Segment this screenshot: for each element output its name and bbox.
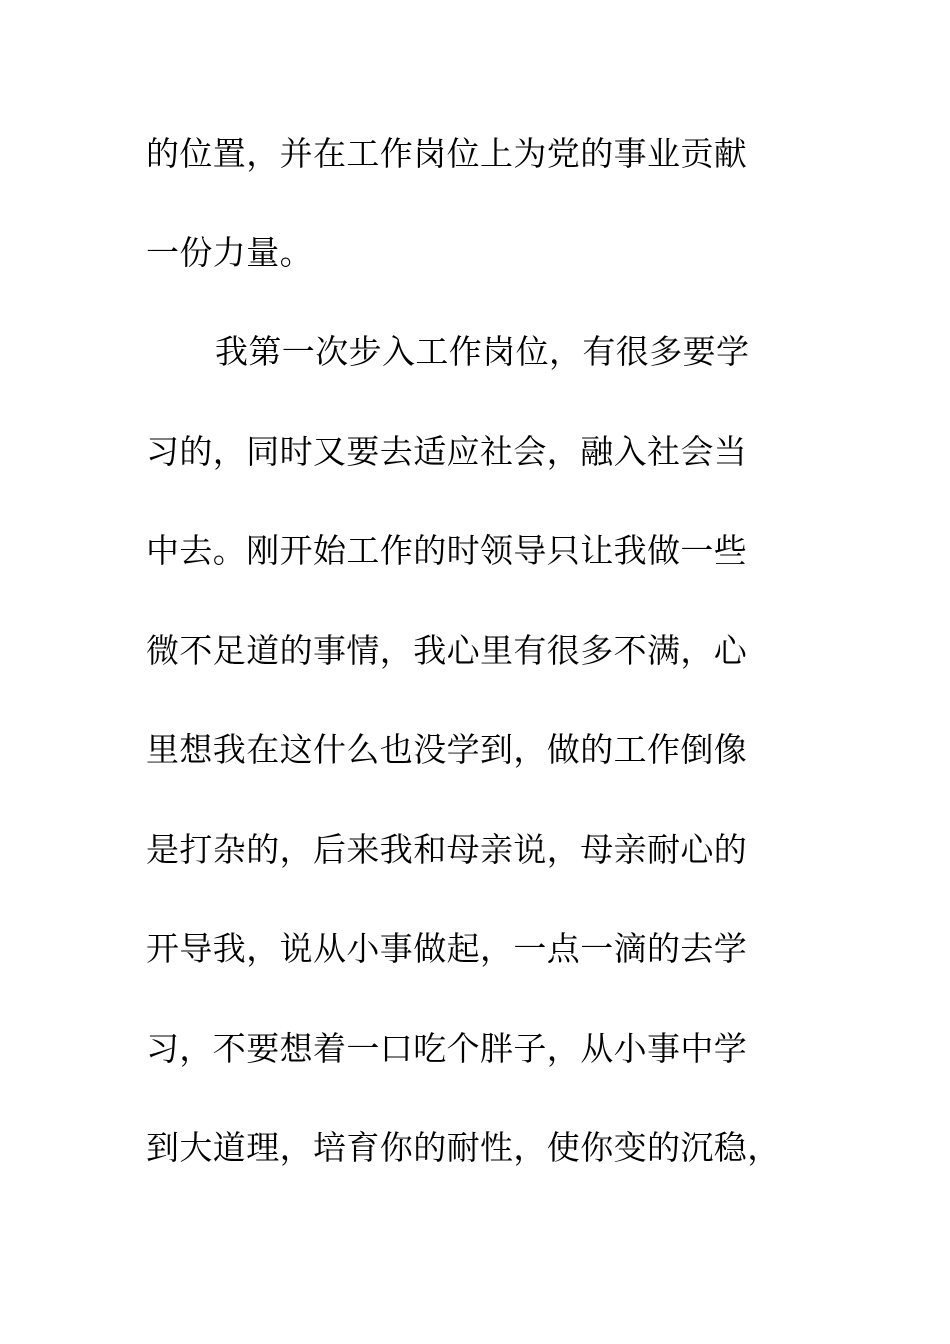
text-line-9: 开导我，说从小事做起，一点一滴的去学 (146, 929, 748, 968)
text-line-10: 习，不要想着一口吃个胖子，从小事中学 (146, 1029, 748, 1068)
text-line-4: 习的，同时又要去适应社会，融入社会当 (146, 432, 748, 471)
text-line-2: 一份力量。 (146, 233, 313, 272)
text-line-6: 微不足道的事情，我心里有很多不满，心 (146, 631, 748, 670)
text-line-8: 是打杂的，后来我和母亲说，母亲耐心的 (146, 830, 748, 869)
text-line-7: 里想我在这什么也没学到，做的工作倒像 (146, 730, 748, 769)
text-line-1: 的位置，并在工作岗位上为党的事业贡献 (146, 134, 748, 173)
text-line-11: 到大道理，培育你的耐性，使你变的沉稳， (146, 1128, 781, 1167)
paragraph-first-line: 我第一次步入工作岗位，有很多要学 (215, 332, 750, 371)
text-line-5: 中去。刚开始工作的时领导只让我做一些 (146, 531, 748, 570)
